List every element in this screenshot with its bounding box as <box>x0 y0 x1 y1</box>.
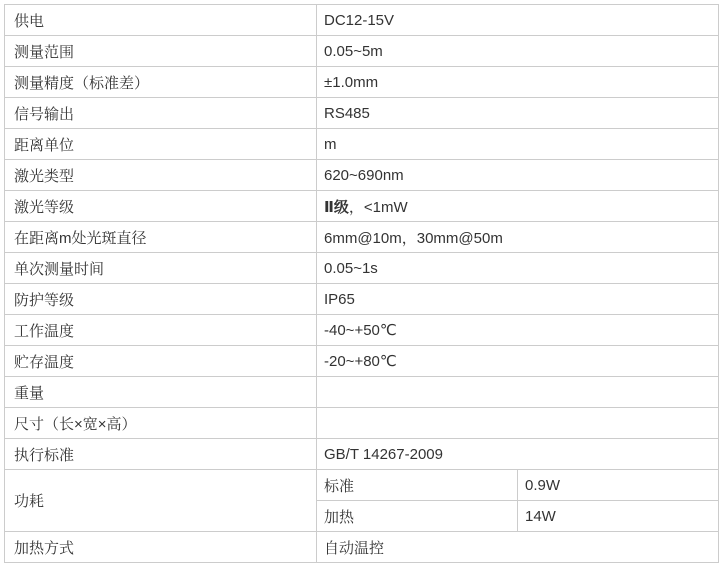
laser-class-power: ，<1mW <box>348 198 408 216</box>
spec-value: 0.05~1s <box>317 253 719 284</box>
spec-sub-value: 0.9W <box>518 470 719 501</box>
spec-value <box>317 408 719 439</box>
table-row <box>5 160 719 191</box>
table-row <box>5 315 719 346</box>
table-row <box>5 191 719 222</box>
table-row <box>5 222 719 253</box>
table-row <box>5 439 719 470</box>
spec-value: RS485 <box>317 98 719 129</box>
table-row <box>5 284 719 315</box>
spec-value: DC12-15V <box>317 5 719 36</box>
spec-value <box>317 377 719 408</box>
spec-sub-label: 加热 <box>317 501 518 532</box>
spec-label: 距离单位 <box>5 129 317 160</box>
spec-value: -20~+80℃ <box>317 346 719 377</box>
spec-sub-value: 14W <box>518 501 719 532</box>
spec-label: 供电 <box>5 5 317 36</box>
spec-label: 防护等级 <box>5 284 317 315</box>
spec-value: -40~+50℃ <box>317 315 719 346</box>
table-row <box>5 67 719 98</box>
table-row <box>5 408 719 439</box>
spec-label: 贮存温度 <box>5 346 317 377</box>
spec-label: 测量范围 <box>5 36 317 67</box>
table-row <box>5 36 719 67</box>
spec-label: 激光类型 <box>5 160 317 191</box>
spec-value: 0.05~5m <box>317 36 719 67</box>
spec-label: 单次测量时间 <box>5 253 317 284</box>
table-row <box>5 129 719 160</box>
spec-label: 激光等级 <box>5 191 317 222</box>
table-row <box>5 377 719 408</box>
spec-value: 620~690nm <box>317 160 719 191</box>
table-row <box>5 532 719 563</box>
spec-value: m <box>317 129 719 160</box>
table-row <box>5 346 719 377</box>
table-row <box>5 5 719 36</box>
table-row <box>5 470 719 501</box>
table-row <box>5 253 719 284</box>
spec-label: 功耗 <box>5 470 317 532</box>
spec-label: 信号输出 <box>5 98 317 129</box>
spec-value: GB/T 14267-2009 <box>317 439 719 470</box>
spec-label: 在距离m处光斑直径 <box>5 222 317 253</box>
spec-label: 工作温度 <box>5 315 317 346</box>
spec-sub-label: 标准 <box>317 470 518 501</box>
spec-label: 尺寸（长×宽×高） <box>5 408 317 439</box>
spec-table <box>4 4 719 563</box>
spec-label: 执行标准 <box>5 439 317 470</box>
spec-label: 重量 <box>5 377 317 408</box>
spec-value: 6mm@10m，30mm@50m <box>317 222 719 253</box>
laser-class-grade: Ⅱ级 <box>324 198 349 216</box>
spec-value: 自动温控 <box>317 532 719 563</box>
spec-label: 测量精度（标准差） <box>5 67 317 98</box>
spec-value: IP65 <box>317 284 719 315</box>
table-row <box>5 98 719 129</box>
spec-value: ±1.0mm <box>317 67 719 98</box>
spec-label: 加热方式 <box>5 532 317 563</box>
spec-value <box>317 191 719 222</box>
